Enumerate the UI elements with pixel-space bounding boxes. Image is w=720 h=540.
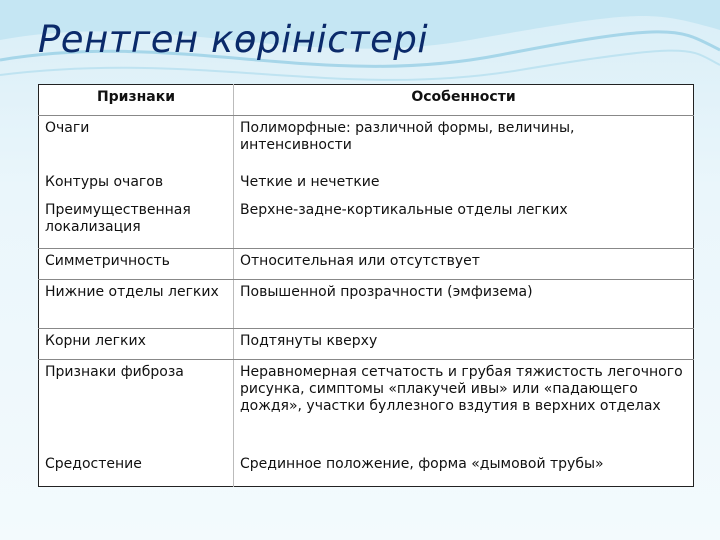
- table-header-row: [39, 85, 694, 116]
- table-row: [39, 170, 694, 198]
- table-row: [39, 329, 694, 360]
- row-feature: Верхне-задне-кортикальные отделы легких: [234, 198, 694, 249]
- header-signs: Признаки: [39, 85, 234, 116]
- row-sign: Нижние отделы легких: [39, 280, 234, 329]
- row-sign: Средостение: [39, 452, 234, 487]
- header-features: Особенности: [234, 85, 694, 116]
- page-title: Рентген көріністері: [38, 18, 429, 61]
- table-row: [39, 280, 694, 329]
- row-sign: Корни легких: [39, 329, 234, 360]
- table-row: [39, 452, 694, 487]
- row-sign: Контуры очагов: [39, 170, 234, 198]
- row-feature: Подтянуты кверху: [234, 329, 694, 360]
- row-sign: Симметричность: [39, 249, 234, 280]
- features-table: [38, 84, 694, 487]
- table-row: [39, 116, 694, 171]
- row-feature: Повышенной прозрачности (эмфизема): [234, 280, 694, 329]
- row-feature: Срединное положение, форма «дымовой трубы»: [240, 456, 604, 472]
- table-row: [39, 198, 694, 249]
- row-feature: Четкие и нечеткие: [240, 174, 380, 190]
- row-feature: Неравномерная сетчатость и грубая тяжистость легочного рисунка, симптомы «плакучей ивы» или «падающего дождя», участки буллезного вздутия в верхних отделах: [240, 364, 683, 414]
- row-feature: Относительная или отсутствует: [234, 249, 694, 280]
- table-row: [39, 360, 694, 453]
- row-sign: Признаки фиброза: [39, 360, 234, 453]
- row-feature: Полиморфные: различной формы, величины, интенсивности: [240, 120, 575, 153]
- table-row: [39, 249, 694, 280]
- row-sign: Очаги: [39, 116, 234, 171]
- row-sign: Преимущественная локализация: [39, 198, 234, 249]
